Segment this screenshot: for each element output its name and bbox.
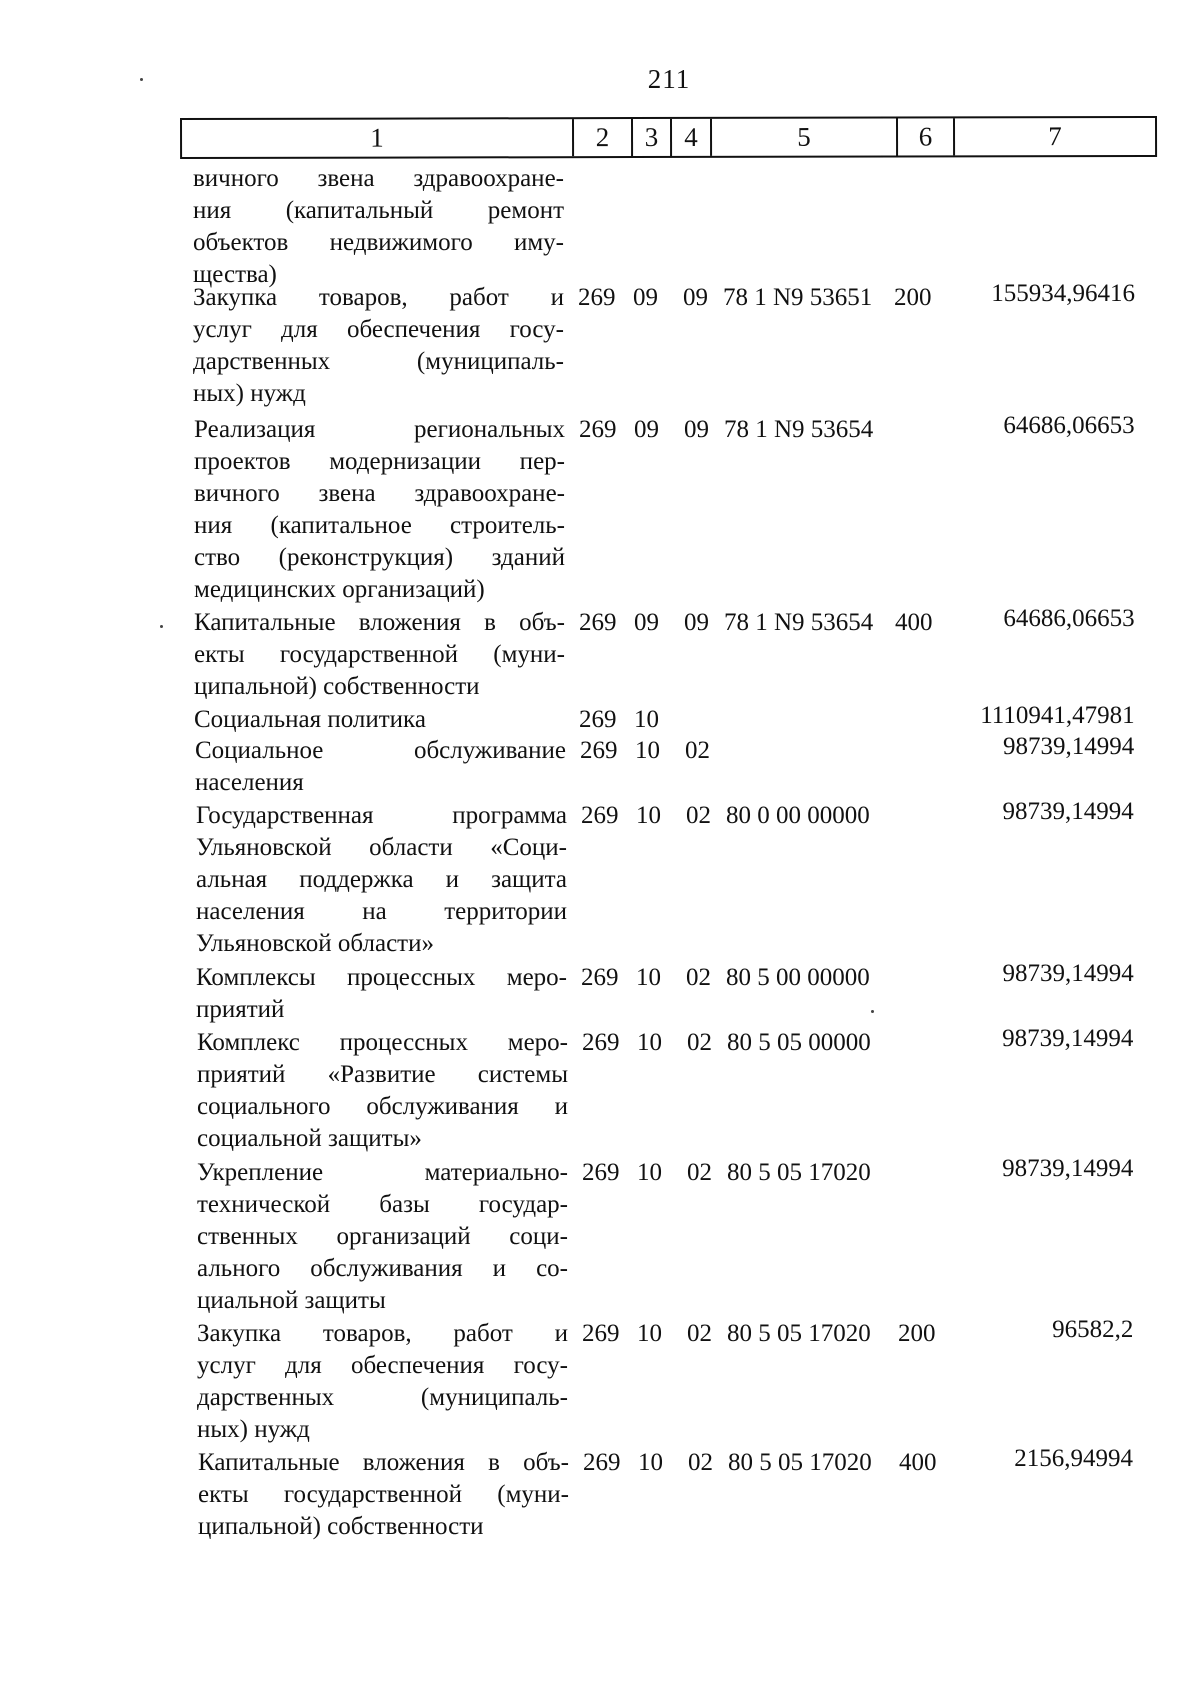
description-line: альная поддержка и защита: [196, 866, 567, 893]
section-code: 10: [634, 706, 659, 733]
column-header-2: 2: [574, 119, 633, 156]
subsection-code: 09: [683, 284, 708, 311]
row-description: [195, 735, 566, 799]
description-line: услуг для обеспечения госу-: [193, 316, 564, 343]
column-header-1: 1: [182, 119, 574, 157]
page-number-text: 211: [647, 64, 691, 94]
description-line: Социальная политика: [194, 706, 426, 733]
scan-speck: [160, 625, 163, 628]
subsection-code: 02: [686, 802, 711, 829]
section-code: 10: [638, 1449, 663, 1476]
row-description: [197, 1157, 568, 1317]
row-description: [193, 282, 564, 410]
admin-code: 269: [579, 609, 617, 636]
section-code: 09: [633, 284, 658, 311]
description-line: Социальное обслуживание: [195, 737, 566, 764]
description-line: ципальной) собственности: [194, 673, 480, 700]
description-line: ального обслуживания и со-: [197, 1255, 568, 1282]
scan-speck: [140, 78, 143, 81]
admin-code: 269: [579, 706, 617, 733]
description-line: технической базы государ-: [197, 1191, 568, 1218]
row-description: [193, 163, 564, 291]
subsection-code: 09: [684, 416, 709, 443]
row-amount: 64686,06653: [1003, 412, 1135, 439]
target-article-code: 80 5 00 00000: [726, 964, 870, 991]
description-line: щества): [193, 261, 277, 288]
column-header-6: 6: [898, 118, 955, 155]
description-line: социального обслуживания и: [197, 1093, 568, 1120]
description-line: ния (капитальное строитель-: [194, 512, 565, 539]
description-line: Ульяновской области»: [196, 930, 434, 957]
row-description: [194, 414, 565, 606]
description-line: Комплексы процессных меро-: [196, 964, 567, 991]
admin-code: 269: [581, 964, 619, 991]
description-line: населения на территории: [196, 898, 567, 925]
description-line: Реализация региональных: [194, 416, 565, 443]
description-line: Ульяновской области «Соци-: [196, 834, 567, 861]
admin-code: 269: [580, 737, 618, 764]
row-description: [196, 962, 567, 1026]
description-line: услуг для обеспечения госу-: [197, 1352, 568, 1379]
description-line: ципальной) собственности: [198, 1513, 484, 1540]
expense-type-code: 400: [899, 1449, 937, 1476]
admin-code: 269: [578, 284, 616, 311]
section-code: 10: [637, 1159, 662, 1186]
description-line: дарственных (муниципаль-: [197, 1384, 568, 1411]
expense-type-code: 200: [898, 1320, 936, 1347]
admin-code: 269: [582, 1159, 620, 1186]
description-line: екты государственной (муни-: [194, 641, 565, 668]
section-code: 10: [636, 964, 661, 991]
scan-speck: [871, 1010, 874, 1013]
description-line: Государственная программа: [196, 802, 567, 829]
row-amount: 98739,14994: [1002, 798, 1134, 825]
target-article-code: 78 1 N9 53651: [723, 284, 873, 311]
row-amount: 98739,14994: [1002, 1155, 1134, 1182]
description-line: Закупка товаров, работ и: [197, 1320, 568, 1347]
section-code: 09: [634, 416, 659, 443]
expense-type-code: 200: [894, 284, 932, 311]
row-amount: 98739,14994: [1002, 733, 1135, 760]
description-line: объектов недвижимого иму-: [193, 229, 564, 256]
section-code: 10: [637, 1320, 662, 1347]
target-article-code: 80 5 05 17020: [727, 1159, 871, 1186]
description-line: вичного звена здравоохране-: [193, 165, 564, 192]
row-description: [197, 1318, 568, 1446]
row-amount: 98739,14994: [1002, 1025, 1134, 1052]
row-amount: 1110941,47981: [980, 702, 1135, 729]
target-article-code: 78 1 N9 53654: [724, 416, 874, 443]
description-line: приятий: [196, 996, 285, 1023]
admin-code: 269: [583, 1449, 621, 1476]
subsection-code: 02: [687, 1029, 712, 1056]
row-amount: 2156,94994: [1014, 1445, 1133, 1472]
description-line: социальной защиты»: [197, 1125, 422, 1152]
description-line: екты государственной (муни-: [198, 1481, 569, 1508]
description-line: ство (реконструкция) зданий: [194, 544, 565, 571]
description-line: Закупка товаров, работ и: [193, 284, 564, 311]
section-code: 10: [635, 737, 660, 764]
target-article-code: 80 5 05 17020: [728, 1449, 872, 1476]
description-line: ния (капитальный ремонт: [193, 197, 564, 224]
description-line: медицинских организаций): [194, 576, 485, 603]
subsection-code: 02: [686, 964, 711, 991]
target-article-code: 78 1 N9 53654: [724, 609, 874, 636]
admin-code: 269: [582, 1029, 620, 1056]
section-code: 10: [636, 802, 661, 829]
target-article-code: 80 5 05 00000: [727, 1029, 871, 1056]
subsection-code: 02: [685, 737, 710, 764]
row-amount: 98739,14994: [1002, 960, 1134, 987]
description-line: Комплекс процессных меро-: [197, 1029, 568, 1056]
description-line: Капитальные вложения в объ-: [198, 1449, 569, 1476]
row-amount: 96582,2: [1052, 1316, 1134, 1343]
admin-code: 269: [582, 1320, 620, 1347]
description-line: ственных организаций соци-: [197, 1223, 568, 1250]
section-code: 09: [634, 609, 659, 636]
description-line: Капитальные вложения в объ-: [194, 609, 565, 636]
description-line: циальной защиты: [197, 1287, 386, 1314]
row-description: [198, 1447, 569, 1543]
column-header-7: 7: [1048, 121, 1062, 152]
row-amount: 64686,06653: [1003, 605, 1135, 632]
row-description: [197, 1027, 568, 1155]
description-line: вичного звена здравоохране-: [194, 480, 565, 507]
description-line: проектов модернизации пер-: [194, 448, 565, 475]
section-code: 10: [637, 1029, 662, 1056]
description-line: ных) нужд: [193, 380, 306, 407]
subsection-code: 09: [684, 609, 709, 636]
description-line: приятий «Развитие системы: [197, 1061, 568, 1088]
subsection-code: 02: [687, 1320, 712, 1347]
description-line: Укрепление материально-: [197, 1159, 568, 1186]
row-description: [194, 607, 565, 703]
subsection-code: 02: [687, 1159, 712, 1186]
row-amount: 155934,96416: [991, 280, 1135, 307]
subsection-code: 02: [688, 1449, 713, 1476]
target-article-code: 80 5 05 17020: [727, 1320, 871, 1347]
admin-code: 269: [581, 802, 619, 829]
expense-type-code: 400: [895, 609, 933, 636]
target-article-code: 80 0 00 00000: [726, 802, 870, 829]
description-line: дарственных (муниципаль-: [193, 348, 564, 375]
column-header-5: 5: [712, 118, 898, 155]
admin-code: 269: [579, 416, 617, 443]
column-header-3: 3: [633, 119, 672, 156]
description-line: ных) нужд: [197, 1416, 310, 1443]
description-line: населения: [195, 769, 304, 796]
row-description: [194, 704, 565, 736]
column-header-4: 4: [672, 119, 712, 156]
row-description: [196, 800, 567, 960]
